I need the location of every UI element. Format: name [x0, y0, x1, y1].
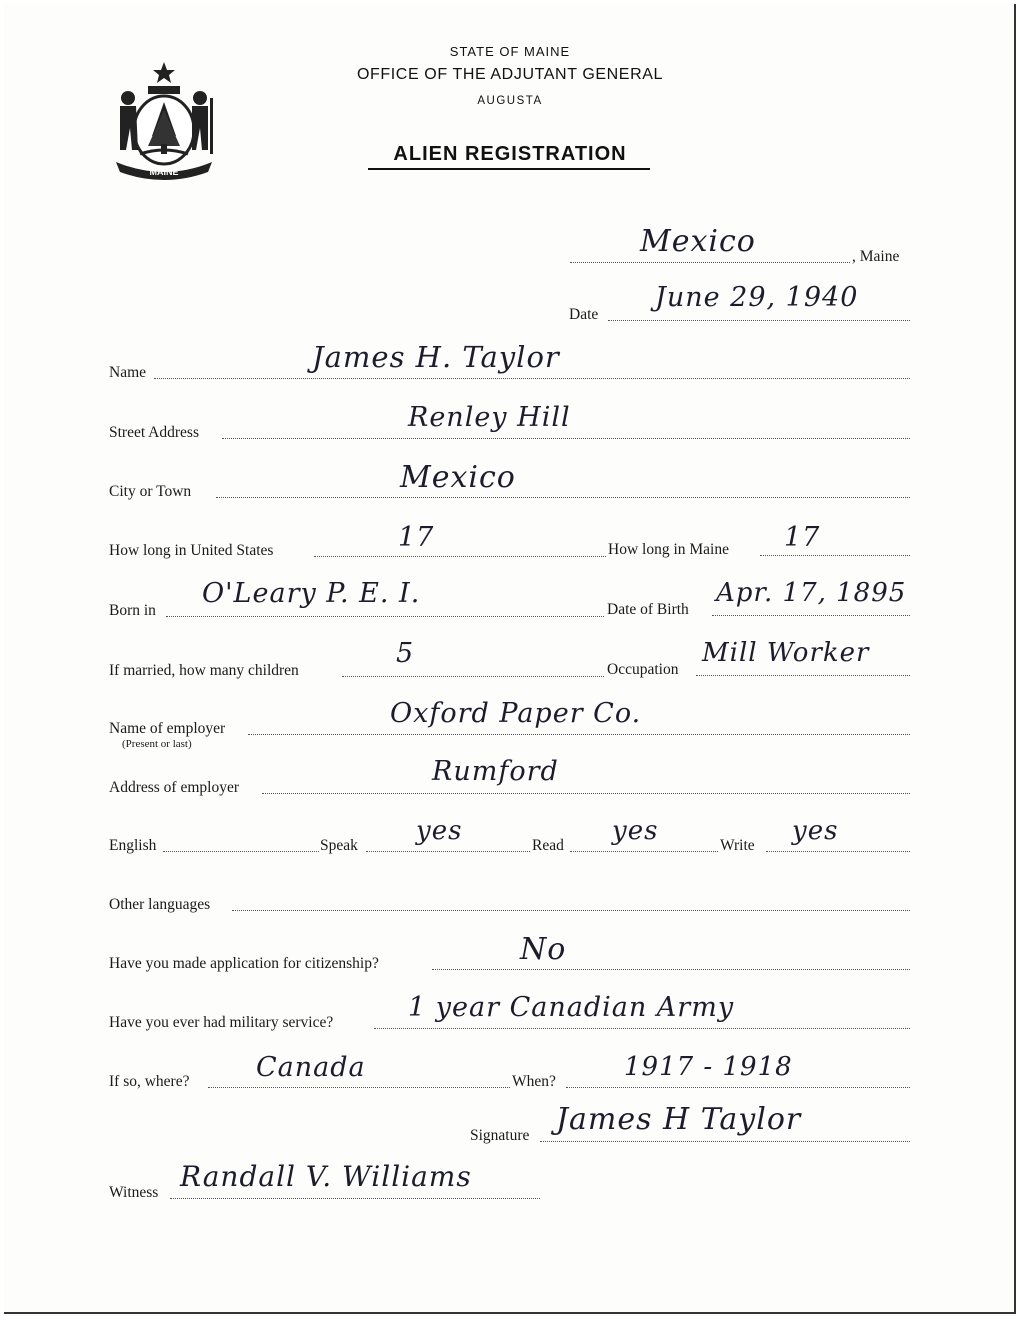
how-long-us-line	[314, 556, 606, 557]
name-line	[154, 378, 910, 379]
name-value[interactable]: James H. Taylor	[312, 340, 560, 374]
street-value[interactable]: Renley Hill	[408, 402, 571, 433]
witness-line	[170, 1198, 540, 1199]
signature-label: Signature	[470, 1127, 530, 1144]
city-town-label: City or Town	[109, 483, 192, 500]
children-value[interactable]: 5	[396, 638, 415, 669]
employer-address-value[interactable]: Rumford	[432, 756, 559, 787]
military-label: Have you ever had military service?	[109, 1014, 334, 1031]
employer-address-line	[262, 793, 910, 794]
title-underline	[368, 168, 650, 170]
street-line	[222, 438, 910, 439]
form-title: ALIEN REGISTRATION	[393, 143, 627, 165]
write-label: Write	[720, 837, 755, 854]
citizenship-value[interactable]: No	[520, 932, 567, 967]
city-town-line	[216, 497, 910, 498]
name-label: Name	[109, 364, 147, 381]
date-label: Date	[569, 306, 599, 323]
when-value[interactable]: 1917 - 1918	[624, 1052, 793, 1082]
town-line	[570, 262, 850, 263]
write-value[interactable]: yes	[792, 816, 839, 846]
english-label: English	[109, 837, 157, 854]
when-label: When?	[512, 1073, 556, 1090]
how-long-us-value[interactable]: 17	[398, 522, 435, 553]
other-languages-label: Other languages	[109, 896, 211, 913]
date-line	[608, 320, 910, 321]
date-of-birth-value[interactable]: Apr. 17, 1895	[716, 578, 907, 608]
born-in-label: Born in	[109, 602, 156, 619]
how-long-maine-label: How long in Maine	[608, 541, 729, 558]
citizenship-label: Have you made application for citizenship?	[109, 955, 379, 972]
city-town-value[interactable]: Mexico	[400, 460, 516, 495]
how-long-us-label: How long in United States	[109, 542, 274, 559]
maine-label: , Maine	[852, 248, 900, 265]
english-line	[163, 851, 319, 852]
children-line	[342, 676, 604, 677]
where-value[interactable]: Canada	[256, 1052, 366, 1083]
witness-label: Witness	[109, 1184, 159, 1201]
how-long-maine-value[interactable]: 17	[784, 522, 821, 553]
street-label: Street Address	[109, 424, 199, 441]
date-of-birth-line	[712, 615, 910, 616]
read-label: Read	[532, 837, 564, 854]
employer-name-value[interactable]: Oxford Paper Co.	[390, 698, 642, 729]
signature-value[interactable]: James H Taylor	[556, 1102, 802, 1137]
write-line	[766, 851, 910, 852]
header-city: AUGUSTA	[477, 95, 543, 107]
signature-line	[540, 1141, 910, 1142]
where-line	[208, 1087, 510, 1088]
born-in-line	[166, 616, 604, 617]
speak-label: Speak	[320, 837, 358, 854]
where-label: If so, where?	[109, 1073, 190, 1090]
employer-name-line	[248, 734, 910, 735]
date-of-birth-label: Date of Birth	[607, 601, 689, 618]
witness-value[interactable]: Randall V. Williams	[180, 1160, 472, 1193]
maine-state-seal-icon	[108, 58, 220, 182]
how-long-maine-line	[760, 555, 910, 556]
born-in-value[interactable]: O'Leary P. E. I.	[202, 578, 421, 609]
read-value[interactable]: yes	[612, 816, 659, 846]
other-languages-line	[232, 910, 910, 911]
employer-name-label: Name of employer	[109, 720, 226, 737]
header-state: STATE OF MAINE	[449, 44, 571, 59]
when-line	[566, 1087, 910, 1088]
header-office: OFFICE OF THE ADJUTANT GENERAL	[356, 66, 664, 83]
employer-name-sublabel: (Present or last)	[122, 738, 192, 750]
children-label: If married, how many children	[109, 662, 299, 679]
occupation-value[interactable]: Mill Worker	[702, 638, 870, 668]
employer-address-label: Address of employer	[109, 779, 239, 796]
citizenship-line	[432, 969, 910, 970]
seal-banner-text: MAINE	[149, 167, 179, 177]
town-value[interactable]: Mexico	[640, 224, 756, 259]
occupation-line	[696, 675, 910, 676]
speak-line	[366, 851, 530, 852]
speak-value[interactable]: yes	[416, 816, 463, 846]
military-line	[374, 1028, 910, 1029]
occupation-label: Occupation	[607, 661, 679, 678]
military-value[interactable]: 1 year Canadian Army	[408, 992, 735, 1023]
read-line	[570, 851, 718, 852]
date-value[interactable]: June 29, 1940	[655, 282, 859, 313]
